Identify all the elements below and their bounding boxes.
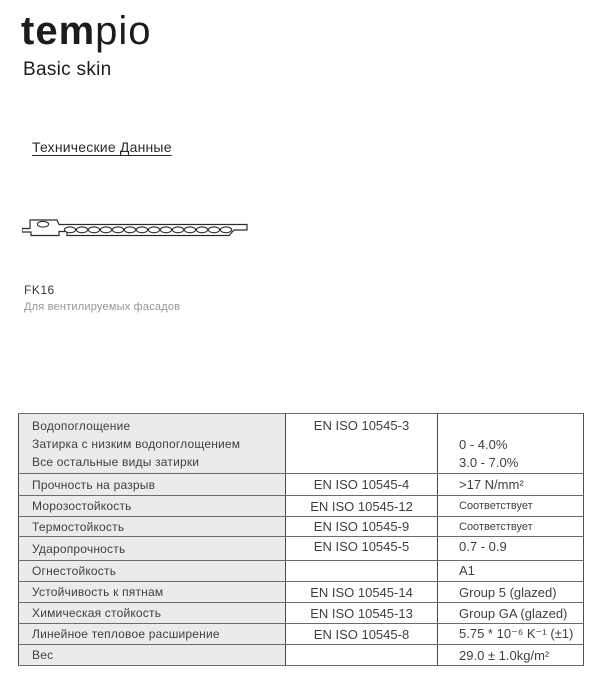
value-line	[459, 417, 579, 435]
value-cell: >17 N/mm²	[438, 474, 584, 496]
hollow-chamber	[148, 227, 159, 233]
hollow-chamber	[37, 221, 48, 227]
brand-logo-bold-part: tem	[21, 9, 96, 53]
property-cell: Ударопрочность	[19, 537, 286, 561]
value-cell: 5.75 * 10⁻⁶ K⁻¹ (±1)	[438, 624, 584, 645]
brand-logo-light-part: pio	[95, 9, 152, 53]
value-line: 3.0 - 7.0%	[459, 454, 519, 470]
spec-row	[19, 645, 584, 666]
product-line-subtitle: Basic skin	[23, 59, 112, 80]
value-line: 0 - 4.0%	[459, 436, 508, 452]
standard-cell: EN ISO 10545-9	[286, 517, 438, 537]
hollow-chamber	[76, 227, 87, 233]
hollow-chamber	[160, 227, 171, 233]
hollow-chamber	[100, 227, 111, 233]
product-code: FK16	[24, 283, 55, 297]
property-cell: Вес	[19, 645, 286, 666]
spec-row	[19, 517, 584, 537]
value-cell	[438, 414, 584, 474]
property-cell: Химическая стойкость	[19, 603, 286, 624]
spec-row	[19, 414, 584, 474]
spec-row	[19, 496, 584, 517]
hollow-chamber	[88, 227, 99, 233]
value-cell: Group 5 (glazed)	[438, 582, 584, 603]
property-cell: Морозостойкость	[19, 496, 286, 517]
standard-cell: EN ISO 10545-13	[286, 603, 438, 624]
standard-cell	[286, 561, 438, 582]
technical-specs-table	[18, 413, 584, 666]
technical-data-link[interactable]: Технические Данные	[32, 139, 172, 155]
standard-cell: EN ISO 10545-14	[286, 582, 438, 603]
spec-row	[19, 582, 584, 603]
panel-profile-icon	[22, 218, 248, 241]
value-cell: A1	[438, 561, 584, 582]
value-cell: Соответствует	[438, 496, 584, 517]
hollow-chamber	[220, 227, 231, 233]
standard-cell: EN ISO 10545-3	[286, 414, 438, 474]
standard-cell: EN ISO 10545-5	[286, 537, 438, 561]
standard-cell: EN ISO 10545-12	[286, 496, 438, 517]
hollow-chamber	[196, 227, 207, 233]
value-cell: 29.0 ± 1.0kg/m²	[438, 645, 584, 666]
standard-cell: EN ISO 10545-4	[286, 474, 438, 496]
spec-row	[19, 474, 584, 496]
hollow-chamber	[136, 227, 147, 233]
property-line: Затирка с низким водопоглощением	[32, 437, 241, 451]
property-cell: Устойчивость к пятнам	[19, 582, 286, 603]
hollow-chamber	[112, 227, 123, 233]
hollow-chamber	[124, 227, 135, 233]
spec-row	[19, 537, 584, 561]
hollow-chamber	[64, 227, 75, 233]
value-cell: Group GA (glazed)	[438, 603, 584, 624]
value-cell: 0.7 - 0.9	[438, 537, 584, 561]
property-cell: Термостойкость	[19, 517, 286, 537]
standard-cell	[286, 645, 438, 666]
standard-cell: EN ISO 10545-8	[286, 624, 438, 645]
product-description: Для вентилируемых фасадов	[24, 301, 181, 313]
spec-row	[19, 561, 584, 582]
property-cell: Прочность на разрыв	[19, 474, 286, 496]
property-cell: Огнестойкость	[19, 561, 286, 582]
spec-row	[19, 624, 584, 645]
hollow-chamber	[172, 227, 183, 233]
spec-row	[19, 603, 584, 624]
hollow-chamber	[184, 227, 195, 233]
hollow-chamber	[208, 227, 219, 233]
value-cell: Соответствует	[438, 517, 584, 537]
property-line: Все остальные виды затирки	[32, 455, 200, 469]
panel-cross-section-drawing	[22, 218, 248, 241]
specs-table-body	[19, 414, 584, 666]
property-cell: Линейное тепловое расширение	[19, 624, 286, 645]
property-cell	[19, 414, 286, 474]
property-line: Водопоглощение	[32, 419, 131, 433]
brand-logo	[21, 8, 152, 54]
